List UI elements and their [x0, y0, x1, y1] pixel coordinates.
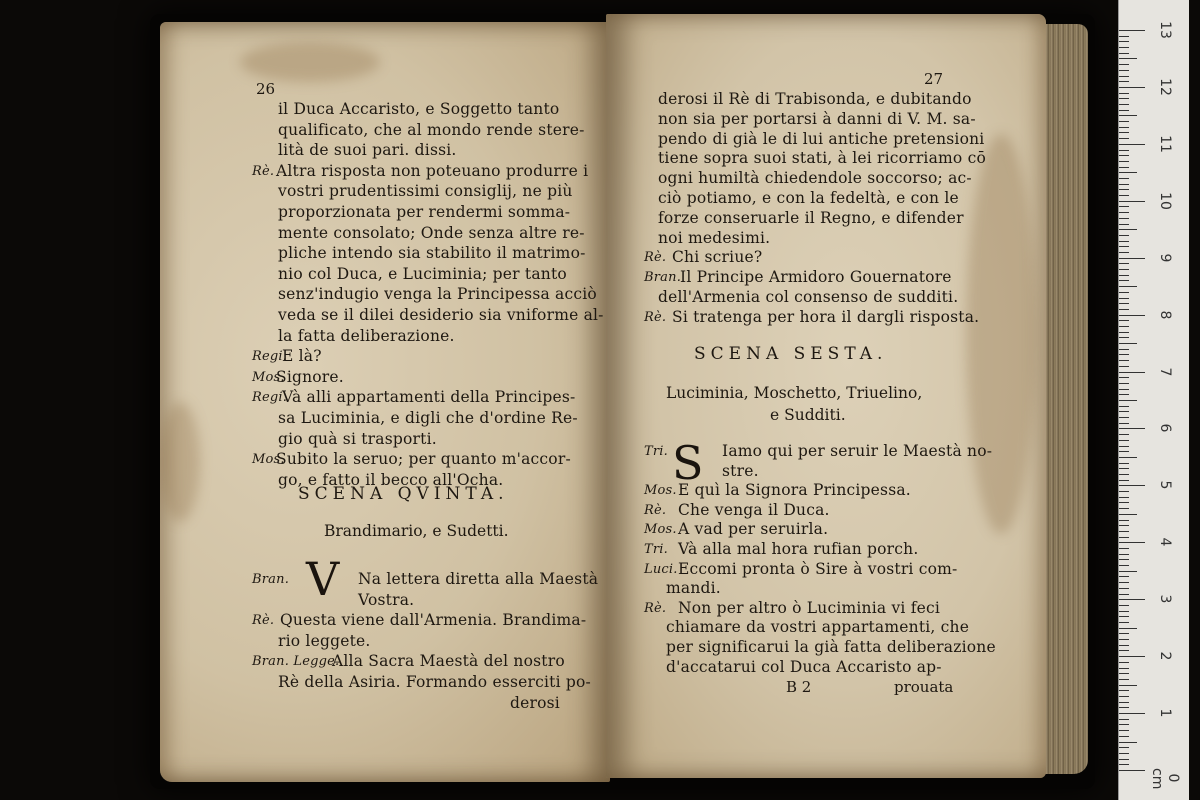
- text-line: Iamo qui per seruir le Maestà no-: [722, 442, 993, 460]
- ruler-tick: [1119, 110, 1129, 111]
- ruler-tick: [1119, 571, 1137, 572]
- ruler-tick: [1119, 707, 1129, 708]
- ruler-tick: [1119, 93, 1129, 94]
- text-line: dell'Armenia col consenso de sudditi.: [658, 288, 959, 306]
- catchword: prouata: [894, 678, 954, 696]
- ruler-tick: [1119, 554, 1129, 555]
- ruler-tick: [1119, 730, 1129, 731]
- text-line: Non per altro ò Luciminia vi feci: [678, 598, 941, 617]
- ruler-tick: [1119, 417, 1129, 418]
- page-number: 26: [256, 80, 276, 98]
- ruler-tick: [1119, 263, 1129, 264]
- ruler-tick: [1119, 64, 1129, 65]
- ruler-tick: [1119, 286, 1137, 287]
- ruler-tick: [1119, 645, 1129, 646]
- ruler-tick: [1119, 463, 1129, 464]
- text-line: Questa viene dall'Armenia. Brandima-: [280, 611, 587, 630]
- ruler-tick: [1119, 400, 1137, 401]
- drop-cap: V: [306, 552, 340, 606]
- ruler-tick: [1119, 576, 1129, 577]
- ruler-tick: [1119, 178, 1129, 179]
- ruler-tick: [1119, 206, 1129, 207]
- text-line: ogni humiltà chiedendole soccorso; ac-: [658, 169, 972, 188]
- ruler-tick: [1119, 611, 1129, 612]
- ruler-number: 11: [1157, 134, 1173, 153]
- text-line: Si tratenga per hora il dargli risposta.: [672, 307, 980, 326]
- text-line: derosi il Rè di Trabisonda, e dubitando: [658, 90, 972, 108]
- text-line: Eccomi pronta ò Sire à vostri com-: [678, 559, 958, 578]
- ruler-tick: [1119, 104, 1129, 105]
- page-edges: [1040, 24, 1088, 774]
- ruler-tick: [1119, 189, 1129, 190]
- ruler-tick: [1119, 269, 1129, 270]
- ruler-number: 2: [1157, 651, 1173, 661]
- ruler-tick: [1119, 457, 1137, 458]
- ruler-tick: [1119, 446, 1129, 447]
- speaker-label: Regi.: [252, 349, 288, 365]
- ruler-number: 9: [1157, 253, 1173, 263]
- text-line: il Duca Accaristo, e Soggetto tanto: [278, 100, 560, 118]
- ruler-tick: [1119, 389, 1129, 390]
- ruler-tick: [1119, 440, 1129, 441]
- ruler-number: 13: [1157, 21, 1173, 39]
- text-line: Và alla mal hora rufian porch.: [678, 540, 919, 558]
- text-line: noi medesimi.: [658, 228, 771, 247]
- text-line: mente consolato; Onde senza altre re-: [278, 223, 585, 242]
- ruler-tick: [1119, 759, 1129, 760]
- stain: [160, 402, 200, 522]
- text-line: nio col Duca, e Luciminia; per tanto: [278, 264, 567, 283]
- ruler-tick: [1119, 366, 1129, 367]
- ruler-tick: [1119, 394, 1129, 395]
- ruler-tick: [1119, 679, 1129, 680]
- ruler-tick: [1119, 167, 1129, 168]
- ruler-tick: [1119, 690, 1129, 691]
- text-line: mandi.: [666, 579, 721, 598]
- text-line: lità de suoi pari. dissi.: [278, 141, 457, 160]
- ruler-tick: [1119, 235, 1129, 236]
- speaker-label: Tri.: [644, 542, 668, 557]
- ruler-tick: [1119, 668, 1129, 669]
- ruler-tick: [1119, 30, 1145, 31]
- text-line: non sia per portarsi à danni di V. M. sa-: [658, 109, 976, 128]
- ruler-tick: [1119, 53, 1129, 54]
- ruler-tick: [1119, 594, 1129, 595]
- speaker-label: Regi.: [252, 390, 288, 406]
- ruler-tick: [1119, 326, 1129, 327]
- ruler-tick: [1119, 451, 1129, 452]
- ruler-tick: [1119, 343, 1137, 344]
- ruler-tick: [1119, 229, 1137, 230]
- stain: [966, 134, 1036, 534]
- drop-cap: S: [672, 436, 704, 490]
- ruler-number: 7: [1157, 367, 1173, 376]
- ruler-tick: [1119, 98, 1129, 99]
- text-line: derosi: [510, 693, 560, 712]
- text-line: tiene sopra suoi stati, à lei ricorriamo cō: [658, 149, 986, 168]
- text-line: veda se il dilei desiderio sia vniforme al-: [278, 306, 604, 324]
- ruler-tick: [1119, 428, 1145, 429]
- text-line: E quì la Signora Principessa.: [678, 481, 911, 500]
- ruler-tick: [1119, 127, 1129, 128]
- ruler-tick: [1119, 218, 1129, 219]
- ruler-number: 4: [1157, 537, 1173, 547]
- left-page: [160, 22, 610, 782]
- ruler-tick: [1119, 138, 1129, 139]
- ruler-tick: [1119, 525, 1129, 526]
- ruler-tick: [1119, 172, 1137, 173]
- speaker-label: Bran.: [252, 572, 290, 587]
- text-line: la fatta deliberazione.: [278, 326, 455, 345]
- ruler-tick: [1119, 144, 1145, 145]
- ruler-tick: [1119, 280, 1129, 281]
- text-line: Na lettera diretta alla Maestà: [358, 570, 599, 588]
- ruler-number: 5: [1157, 480, 1173, 490]
- speaker-label: Rè.: [644, 502, 667, 518]
- speaker-label: Mos.: [252, 369, 285, 385]
- ruler-tick: [1119, 298, 1129, 299]
- ruler-tick: [1119, 252, 1129, 253]
- ruler-tick: [1119, 47, 1129, 48]
- ruler-tick: [1119, 320, 1129, 321]
- ruler-tick: [1119, 212, 1129, 213]
- measuring-ruler: [1118, 0, 1189, 800]
- scene-characters: Luciminia, Moschetto, Triuelino,: [666, 384, 923, 402]
- text-line: Che venga il Duca.: [678, 500, 830, 519]
- ruler-tick: [1119, 588, 1129, 589]
- ruler-tick: [1119, 155, 1129, 156]
- ruler-tick: [1119, 150, 1129, 151]
- ruler-tick: [1119, 434, 1129, 435]
- ruler-tick: [1119, 377, 1129, 378]
- ruler-tick: [1119, 747, 1129, 748]
- text-line: senz'indugio venga la Principessa acciò: [278, 285, 597, 304]
- ruler-tick: [1119, 468, 1129, 469]
- ruler-tick: [1119, 633, 1129, 634]
- text-line: per significarui la già fatta deliberazione: [666, 638, 996, 656]
- ruler-tick: [1119, 582, 1129, 583]
- ruler-tick: [1119, 132, 1129, 133]
- ruler-number: 0 cm: [1149, 768, 1181, 790]
- ruler-tick: [1119, 480, 1129, 481]
- scene-characters: e Sudditi.: [770, 406, 846, 424]
- text-line: A vad per seruirla.: [678, 520, 829, 539]
- ruler-tick: [1119, 474, 1129, 475]
- scene-characters: Brandimario, e Sudetti.: [324, 522, 509, 540]
- ruler-tick: [1119, 41, 1129, 42]
- ruler-tick: [1119, 184, 1129, 185]
- ruler-tick: [1119, 491, 1129, 492]
- speaker-label: Rè.: [644, 309, 667, 325]
- text-line: rio leggete.: [278, 631, 371, 650]
- speaker-label: Rè.: [644, 600, 667, 616]
- ruler-tick: [1119, 514, 1137, 515]
- page-number: 27: [924, 70, 944, 88]
- ruler-tick: [1119, 332, 1129, 333]
- text-line: E là?: [282, 347, 322, 366]
- text-line: qualificato, che al mondo rende stere-: [278, 120, 585, 139]
- text-line: Vostra.: [358, 590, 415, 609]
- text-line: sa Luciminia, e digli che d'ordine Re-: [278, 409, 578, 427]
- text-line: gio quà si trasporti.: [278, 429, 437, 448]
- ruler-tick: [1119, 411, 1129, 412]
- ruler-tick: [1119, 121, 1129, 122]
- right-page: [606, 14, 1046, 778]
- ruler-tick: [1119, 337, 1129, 338]
- speaker-label: Mos.: [644, 522, 677, 538]
- speaker-label: Bran. Legge.: [252, 654, 340, 670]
- ruler-tick: [1119, 753, 1129, 754]
- ruler-tick: [1119, 275, 1129, 276]
- ruler-tick: [1119, 702, 1129, 703]
- ruler-tick: [1119, 224, 1129, 225]
- speaker-label: Luci.: [644, 561, 678, 577]
- text-line: Signore.: [276, 367, 344, 386]
- ruler-tick: [1119, 372, 1145, 373]
- ruler-tick: [1119, 246, 1129, 247]
- ruler-tick: [1119, 520, 1129, 521]
- text-line: Alla Sacra Maestà del nostro: [332, 652, 565, 671]
- text-line: Altra risposta non poteuano produrre i: [276, 161, 589, 180]
- signature-mark: B 2: [786, 678, 812, 696]
- speaker-label: Rè.: [644, 250, 667, 266]
- ruler-tick: [1119, 309, 1129, 310]
- ruler-tick: [1119, 423, 1129, 424]
- text-line: Subito la seruo; per quanto m'accor-: [276, 450, 571, 469]
- text-line: pendo di già le di lui antiche pretensioni: [658, 129, 985, 148]
- text-line: ciò potiamo, e con la fedeltà, e con le: [658, 189, 959, 207]
- ruler-tick: [1119, 502, 1129, 503]
- ruler-tick: [1119, 406, 1129, 407]
- ruler-tick: [1119, 383, 1129, 384]
- ruler-tick: [1119, 537, 1129, 538]
- ruler-tick: [1119, 605, 1129, 606]
- ruler-tick: [1119, 713, 1145, 714]
- ruler-tick: [1119, 303, 1129, 304]
- ruler-tick: [1119, 497, 1129, 498]
- scene-heading: SCENA QVINTA.: [298, 484, 509, 504]
- ruler-tick: [1119, 292, 1129, 293]
- ruler-tick: [1119, 115, 1137, 116]
- ruler-tick: [1119, 315, 1145, 316]
- text-line: pliche intendo sia stabilito il matrimo-: [278, 244, 586, 263]
- text-line: stre.: [722, 461, 759, 480]
- ruler-tick: [1119, 696, 1129, 697]
- ruler-tick: [1119, 58, 1137, 59]
- ruler-tick: [1119, 36, 1129, 37]
- speaker-label: Mos.: [252, 452, 285, 468]
- ruler-tick: [1119, 349, 1129, 350]
- ruler-tick: [1119, 628, 1137, 629]
- ruler-tick: [1119, 559, 1129, 560]
- text-line: Il Principe Armidoro Gouernatore: [680, 268, 952, 287]
- ruler-tick: [1119, 258, 1145, 259]
- ruler-tick: [1119, 87, 1145, 88]
- ruler-tick: [1119, 161, 1129, 162]
- ruler-number: 8: [1157, 310, 1173, 320]
- ruler-tick: [1119, 599, 1145, 600]
- scene-heading: SCENA SESTA.: [694, 344, 888, 364]
- ruler-tick: [1119, 241, 1129, 242]
- text-line: forze conseruarle il Regno, e difender: [658, 208, 964, 227]
- ruler-tick: [1119, 81, 1129, 82]
- text-line: Chi scriue?: [672, 248, 763, 267]
- ruler-tick: [1119, 656, 1145, 657]
- ruler-tick: [1119, 565, 1129, 566]
- ruler-tick: [1119, 673, 1129, 674]
- text-line: proporzionata per rendermi somma-: [278, 203, 571, 221]
- ruler-tick: [1119, 548, 1129, 549]
- text-line: d'accatarui col Duca Accaristo ap-: [666, 657, 942, 676]
- ruler-tick: [1119, 76, 1129, 77]
- speaker-label: Rè.: [252, 613, 275, 629]
- text-line: Rè della Asiria. Formando esserciti po-: [278, 673, 591, 691]
- ruler-tick: [1119, 662, 1129, 663]
- ruler-number: 3: [1157, 594, 1173, 604]
- ruler-tick: [1119, 360, 1129, 361]
- ruler-tick: [1119, 736, 1129, 737]
- ruler-tick: [1119, 622, 1129, 623]
- ruler-tick: [1119, 354, 1129, 355]
- text-line: chiamare da vostri appartamenti, che: [666, 618, 970, 637]
- ruler-tick: [1119, 531, 1129, 532]
- speaker-label: Mos.: [644, 483, 677, 499]
- ruler-tick: [1119, 508, 1129, 509]
- ruler-tick: [1119, 195, 1129, 196]
- stain: [240, 42, 380, 82]
- ruler-tick: [1119, 201, 1145, 202]
- ruler-tick: [1119, 485, 1145, 486]
- text-line: Và alli appartamenti della Principes-: [282, 388, 576, 407]
- text-line: go, e fatto il becco all'Ocha.: [278, 470, 504, 489]
- ruler-number: 6: [1157, 423, 1173, 433]
- ruler-number: 10: [1157, 191, 1173, 210]
- text-line: vostri prudentissimi consiglij, ne più: [278, 182, 573, 201]
- ruler-tick: [1119, 650, 1129, 651]
- speaker-label: Bran.: [644, 270, 682, 286]
- ruler-tick: [1119, 719, 1129, 720]
- ruler-tick: [1119, 70, 1129, 71]
- ruler-tick: [1119, 724, 1129, 725]
- ruler-tick: [1119, 616, 1129, 617]
- speaker-label: Tri.: [644, 444, 668, 459]
- ruler-tick: [1119, 639, 1129, 640]
- ruler-tick: [1119, 770, 1145, 771]
- ruler-number: 12: [1157, 78, 1173, 96]
- ruler-tick: [1119, 542, 1145, 543]
- ruler-tick: [1119, 685, 1137, 686]
- ruler-tick: [1119, 764, 1129, 765]
- ruler-tick: [1119, 742, 1137, 743]
- ruler-number: 1: [1157, 708, 1173, 718]
- speaker-label: Rè.: [252, 163, 275, 179]
